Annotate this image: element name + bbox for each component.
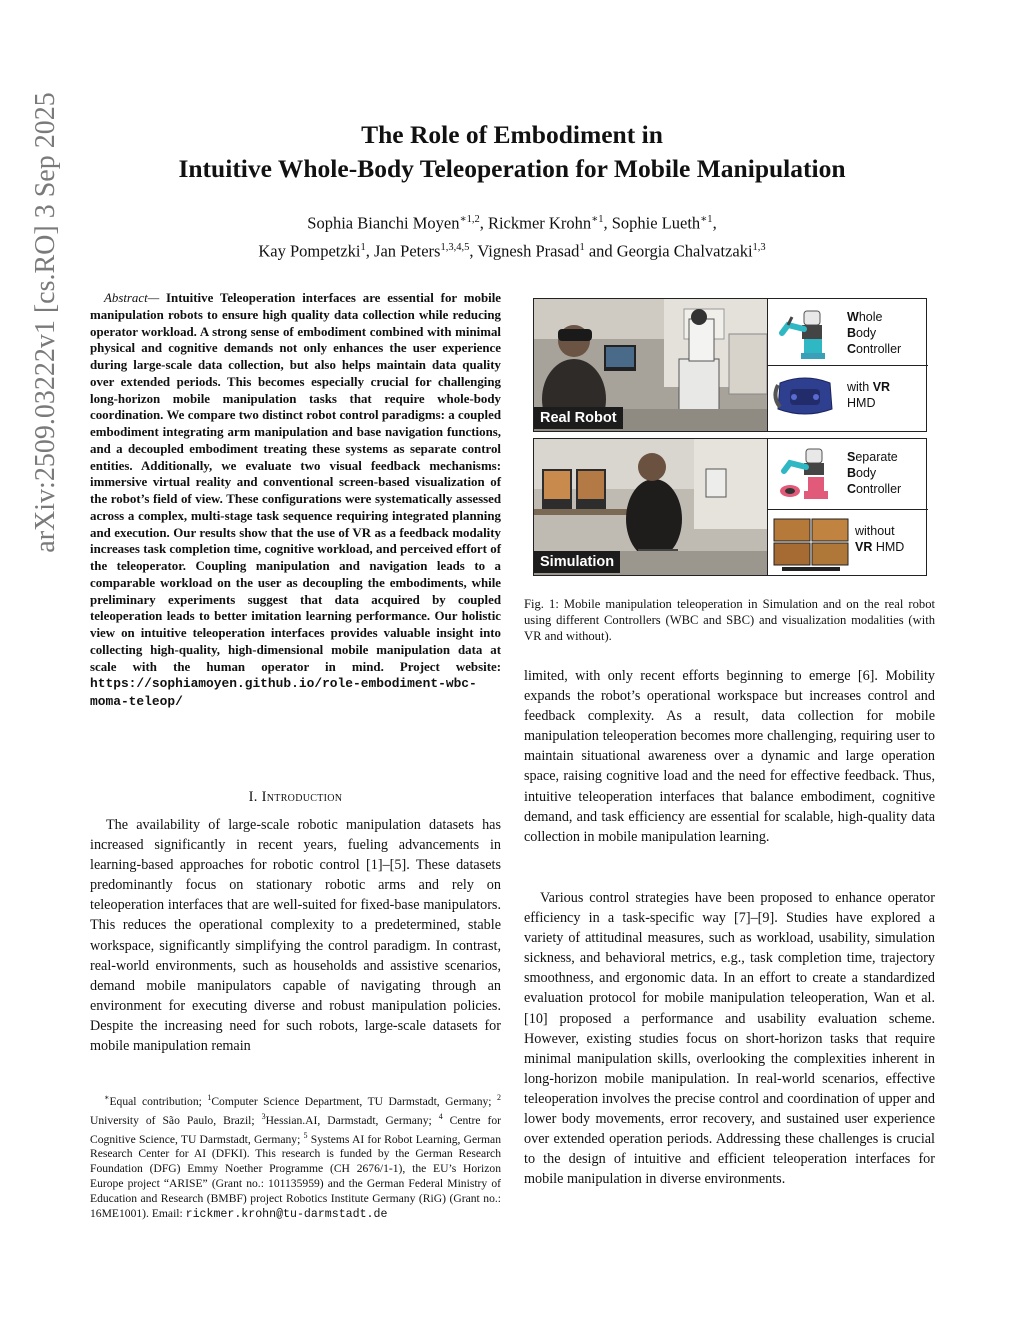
author-line-1: Sophia Bianchi Moyen$^{∗1,2}$, Rickmer Krohn$^{∗1}$, Sophie Lueth$^{∗1}$, <box>307 213 717 233</box>
author-name: Rickmer Krohn <box>487 213 592 233</box>
author-affil: ∗1,2 <box>459 214 480 225</box>
author-sep: , <box>469 241 478 260</box>
author-name: Sophia Bianchi Moyen <box>307 213 460 233</box>
author-list <box>0 208 1024 263</box>
author-name: Jan Peters <box>374 241 441 260</box>
author-sep: , <box>603 213 612 233</box>
author-name: Kay Pompetzki <box>258 241 361 260</box>
contact-email-link[interactable]: rickmer.krohn@tu-darmstadt.de <box>185 1207 388 1221</box>
title-line-1: The Role of Embodiment in <box>361 120 663 149</box>
vr-headset-icon <box>772 373 838 427</box>
monitor-screens-icon <box>772 517 850 571</box>
author-name: Vignesh Prasad <box>477 241 580 260</box>
figure-1 <box>533 298 927 576</box>
abstract <box>90 290 501 711</box>
author-affil: 1 <box>360 241 366 253</box>
real-robot-photo <box>534 299 767 431</box>
section-title: Introduction <box>261 789 343 805</box>
separate-body-robot-icon <box>774 445 836 505</box>
author-sep: , <box>365 241 375 260</box>
author-line-2 <box>0 236 1024 264</box>
author-affil: ∗1 <box>700 214 713 225</box>
wbc-label: Whole Body Controller <box>847 310 902 356</box>
arxiv-side-stamp: arXiv:2509.03222v1 [cs.RO] 3 Sep 2025 <box>30 92 61 553</box>
section-heading-introduction <box>90 789 501 806</box>
author-affil: 1,3 <box>752 241 766 253</box>
author-sep: and <box>584 241 617 260</box>
with-vr-label: with VR HMD <box>847 380 891 410</box>
intro-paragraph-1-continued: limited, with only recent efforts beginning to emerge [6]. Mobility expands the robot’s operational workspace but increases control and feedback complexity. As a result, data collection for mobile manipulation teleoperation becomes more challenging, requiring user to maintain situational awareness over a dynamic and large operation space, raising cognitive load and the need for effective feedback. Thus, intuitive teleoperation interfaces that balance embodiment, cognitive demand, and task efficiency are essential for scalable, high-quality data collection in mobile manipulation learning. <box>524 668 935 845</box>
figure-panel-real-robot <box>533 298 927 432</box>
paper-title <box>0 118 1024 186</box>
author-affil: ∗1 <box>591 214 604 225</box>
author-name: Sophie Lueth <box>611 213 701 233</box>
figure-1-caption: Fig. 1: Mobile manipulation teleoperation in Simulation and on the real robot using different Controllers (WBC and SBC) and visualization modalities (with VR and without). <box>524 597 935 644</box>
real-robot-label: Real Robot <box>534 407 623 429</box>
simulation-photo <box>534 439 767 575</box>
author-affil: 1,3,4,5 <box>440 241 470 253</box>
abstract-text: Intuitive Teleoperation interfaces are essential for mobile manipulation robots to ensure high quality data collection while reducing operator workload. A strong sense of embodiment combined with minimal physical and cognitive demands not only enhances the user experience during large-scale data collection, but also helps maintain data quality over extended periods. This becomes especially crucial for challenging long-horizon mobile manipulation tasks that require whole-body coordination. We compare two distinct robot control paradigms: a coupled embodiment integrating arm manipulation and base navigation functions, and a decoupled embodiment treating these systems as separate control entities. Additionally, we evaluate two visual feedback mechanisms: immersive virtual reality and conventional screen-based visualization of the robot’s field of view. These configurations were systematically assessed across a complex, multi-stage task sequence requiring integrated planning and execution. Our results show that the use of VR as a feedback modality increases task completion time, cognitive workload, and perceived effort of the teleoperator. Coupling manipulation and navigation leads to a comparable workload on the user as decoupling the embodiments, while preliminary experiments suggest that data acquired by coupled teleoperation leads to better imitation learning performance. Our holistic view on intuitive teleoperation interfaces provides valuable insight into collecting high-quality, high-dimensional mobile manipulation data at scale with the human operator in mind. Project website: <box>90 291 501 674</box>
whole-body-robot-icon <box>774 305 836 361</box>
title-line-2: Intuitive Whole-Body Teleoperation for Mobile Manipulation <box>178 154 846 183</box>
simulation-label: Simulation <box>534 551 620 573</box>
sbc-label: Separate Body Controller <box>847 450 902 496</box>
without-vr-label: without VR HMD <box>855 524 905 554</box>
intro-paragraph-2: Various control strategies have been proposed to enhance operator efficiency in a task-specific way [7]–[9]. Studies have explored a variety of attitudinal measures, such as workload, usability, simulation sickness, and behavioral metrics, e.g., task completion time, trajectory smoothness, and ergonomic data. In an effort to create a standardized evaluation protocol for mobile manipulation teleoperation, Wan et al. [10] proposed a performance and usability evaluation scheme. However, existing studies focus on short-horizon tasks that require minimal manipulation skills, overlooking the complexities inherent in long-horizon mobile manipulation. In real-world scenarios, effective teleoperation involves the precise control and coordination of upper and lower body movements, error recovery, and sustained user experience over extended operation periods. Addressing these challenges is crucial to the design of intuitive and efficient teleoperation interfaces for mobile manipulation in diverse environments. <box>524 890 935 1188</box>
author-sep: , <box>479 213 488 233</box>
author-affil: 1 <box>579 241 585 253</box>
abstract-label: Abstract— <box>104 291 167 305</box>
footnote: ∗Equal contribution; $^1$Computer Science Department, TU Darmstadt, Germany; $^2$ University of São Paulo, Brazil; $^3$Hessian.AI, Darmstadt, Germany; $^4$ Centre for Cognitive Science, TU Darmstadt, Germany; $^5$ Systems AI for Robot Learning, German Research Center for AI (DFKI). This research is funded by the German Research Foundation (DFG) Emmy Noether Programme (CH 2676/1-1), the EU’s Horizon Europe project “ARISE” (Grant no.: 101135959) and the German Federal Ministry of Education and Research (BMBF) project Robotics Institute Germany (RiG) (Grant no.: 16ME1001). Email: rickmer.krohn@tu-darmstadt.de <box>90 1093 502 1221</box>
intro-paragraph-1: The availability of large-scale robotic manipulation datasets has increased significantly in recent years, fueling advancements in learning-based approaches for robotic control [1]–[5]. These datasets predominantly focus on stationary robotic arms and rely on teleoperation interfaces that are well-suited for fixed-base manipulators. This reduces the operational complexity to a predetermined, stable workspace, significantly simplifying the control paradigm. In contrast, real-world environments, such as households and assistive scenarios, demand mobile manipulators capable of navigating through an environment for executing diverse and robust manipulation policies. Despite the increasing need for such robots, large-scale datasets for mobile manipulation remain <box>90 817 501 1055</box>
figure-panel-simulation <box>533 438 927 576</box>
author-name: Georgia Chalvatzaki <box>616 241 753 260</box>
section-number: I. <box>248 789 262 805</box>
project-website-link[interactable]: https://sophiamoyen.github.io/role-embodiment-wbc-moma-teleop/ <box>90 676 477 709</box>
